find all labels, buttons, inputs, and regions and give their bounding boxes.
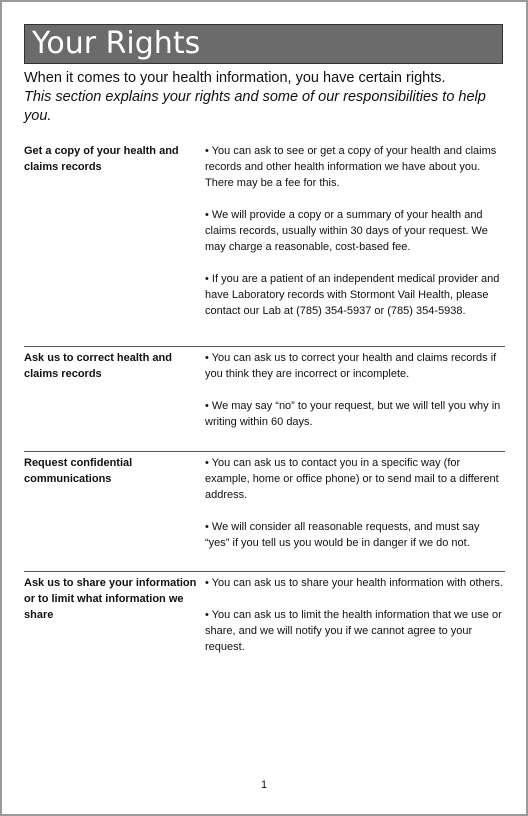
intro-block bbox=[24, 69, 508, 126]
page-title: Your Rights bbox=[32, 26, 201, 61]
bullet-item: • You can ask us to limit the health information that we use or share, and we will notify you if we cannot agree to your request. bbox=[205, 609, 502, 653]
section-body bbox=[205, 347, 505, 451]
section-heading: Ask us to correct health and claims records bbox=[24, 352, 172, 380]
section-share-limit bbox=[24, 572, 505, 655]
section-confidential-communications bbox=[24, 452, 505, 572]
rights-table bbox=[24, 140, 505, 655]
intro-italic-text: This section explains your rights and some of our responsibilities to help you. bbox=[24, 89, 486, 124]
bullet-item: • You can ask us to contact you in a specific way (for example, home or office phone) or to send mail to a different address. bbox=[205, 457, 499, 501]
section-correct-records bbox=[24, 347, 505, 452]
bullet-item: • We will provide a copy or a summary of your health and claims records, usually within 30 days of your request. We may charge a reasonable, cost-based fee. bbox=[205, 209, 488, 253]
bullet-item: • If you are a patient of an independent medical provider and have Laboratory records with Stormont Vail Health, please contact our Lab at (785) 354-5937 or (785) 354-5938. bbox=[205, 273, 500, 317]
page-number: 1 bbox=[260, 779, 268, 791]
section-body bbox=[205, 140, 505, 346]
section-body bbox=[205, 572, 505, 655]
section-heading: Get a copy of your health and claims records bbox=[24, 145, 179, 173]
title-banner bbox=[24, 24, 503, 64]
section-get-copy bbox=[24, 140, 505, 347]
bullet-item: • We will consider all reasonable requests, and must say “yes” if you tell us you would be in danger if we do not. bbox=[205, 521, 480, 549]
intro-text: When it comes to your health information, you have certain rights. bbox=[24, 70, 446, 86]
bullet-item: • You can ask us to correct your health and claims records if you think they are incorrect or incomplete. bbox=[205, 352, 497, 380]
bullet-item: • We may say “no” to your request, but we will tell you why in writing within 60 days. bbox=[205, 400, 501, 428]
bullet-item: • You can ask to see or get a copy of your health and claims records and other health information we have about you. There may be a fee for this. bbox=[205, 145, 497, 189]
section-body bbox=[205, 452, 505, 571]
section-heading: Request confidential communications bbox=[24, 457, 133, 485]
bullet-item: • You can ask us to share your health information with others. bbox=[205, 577, 503, 589]
section-heading: Ask us to share your information or to limit what information we share bbox=[24, 577, 197, 621]
